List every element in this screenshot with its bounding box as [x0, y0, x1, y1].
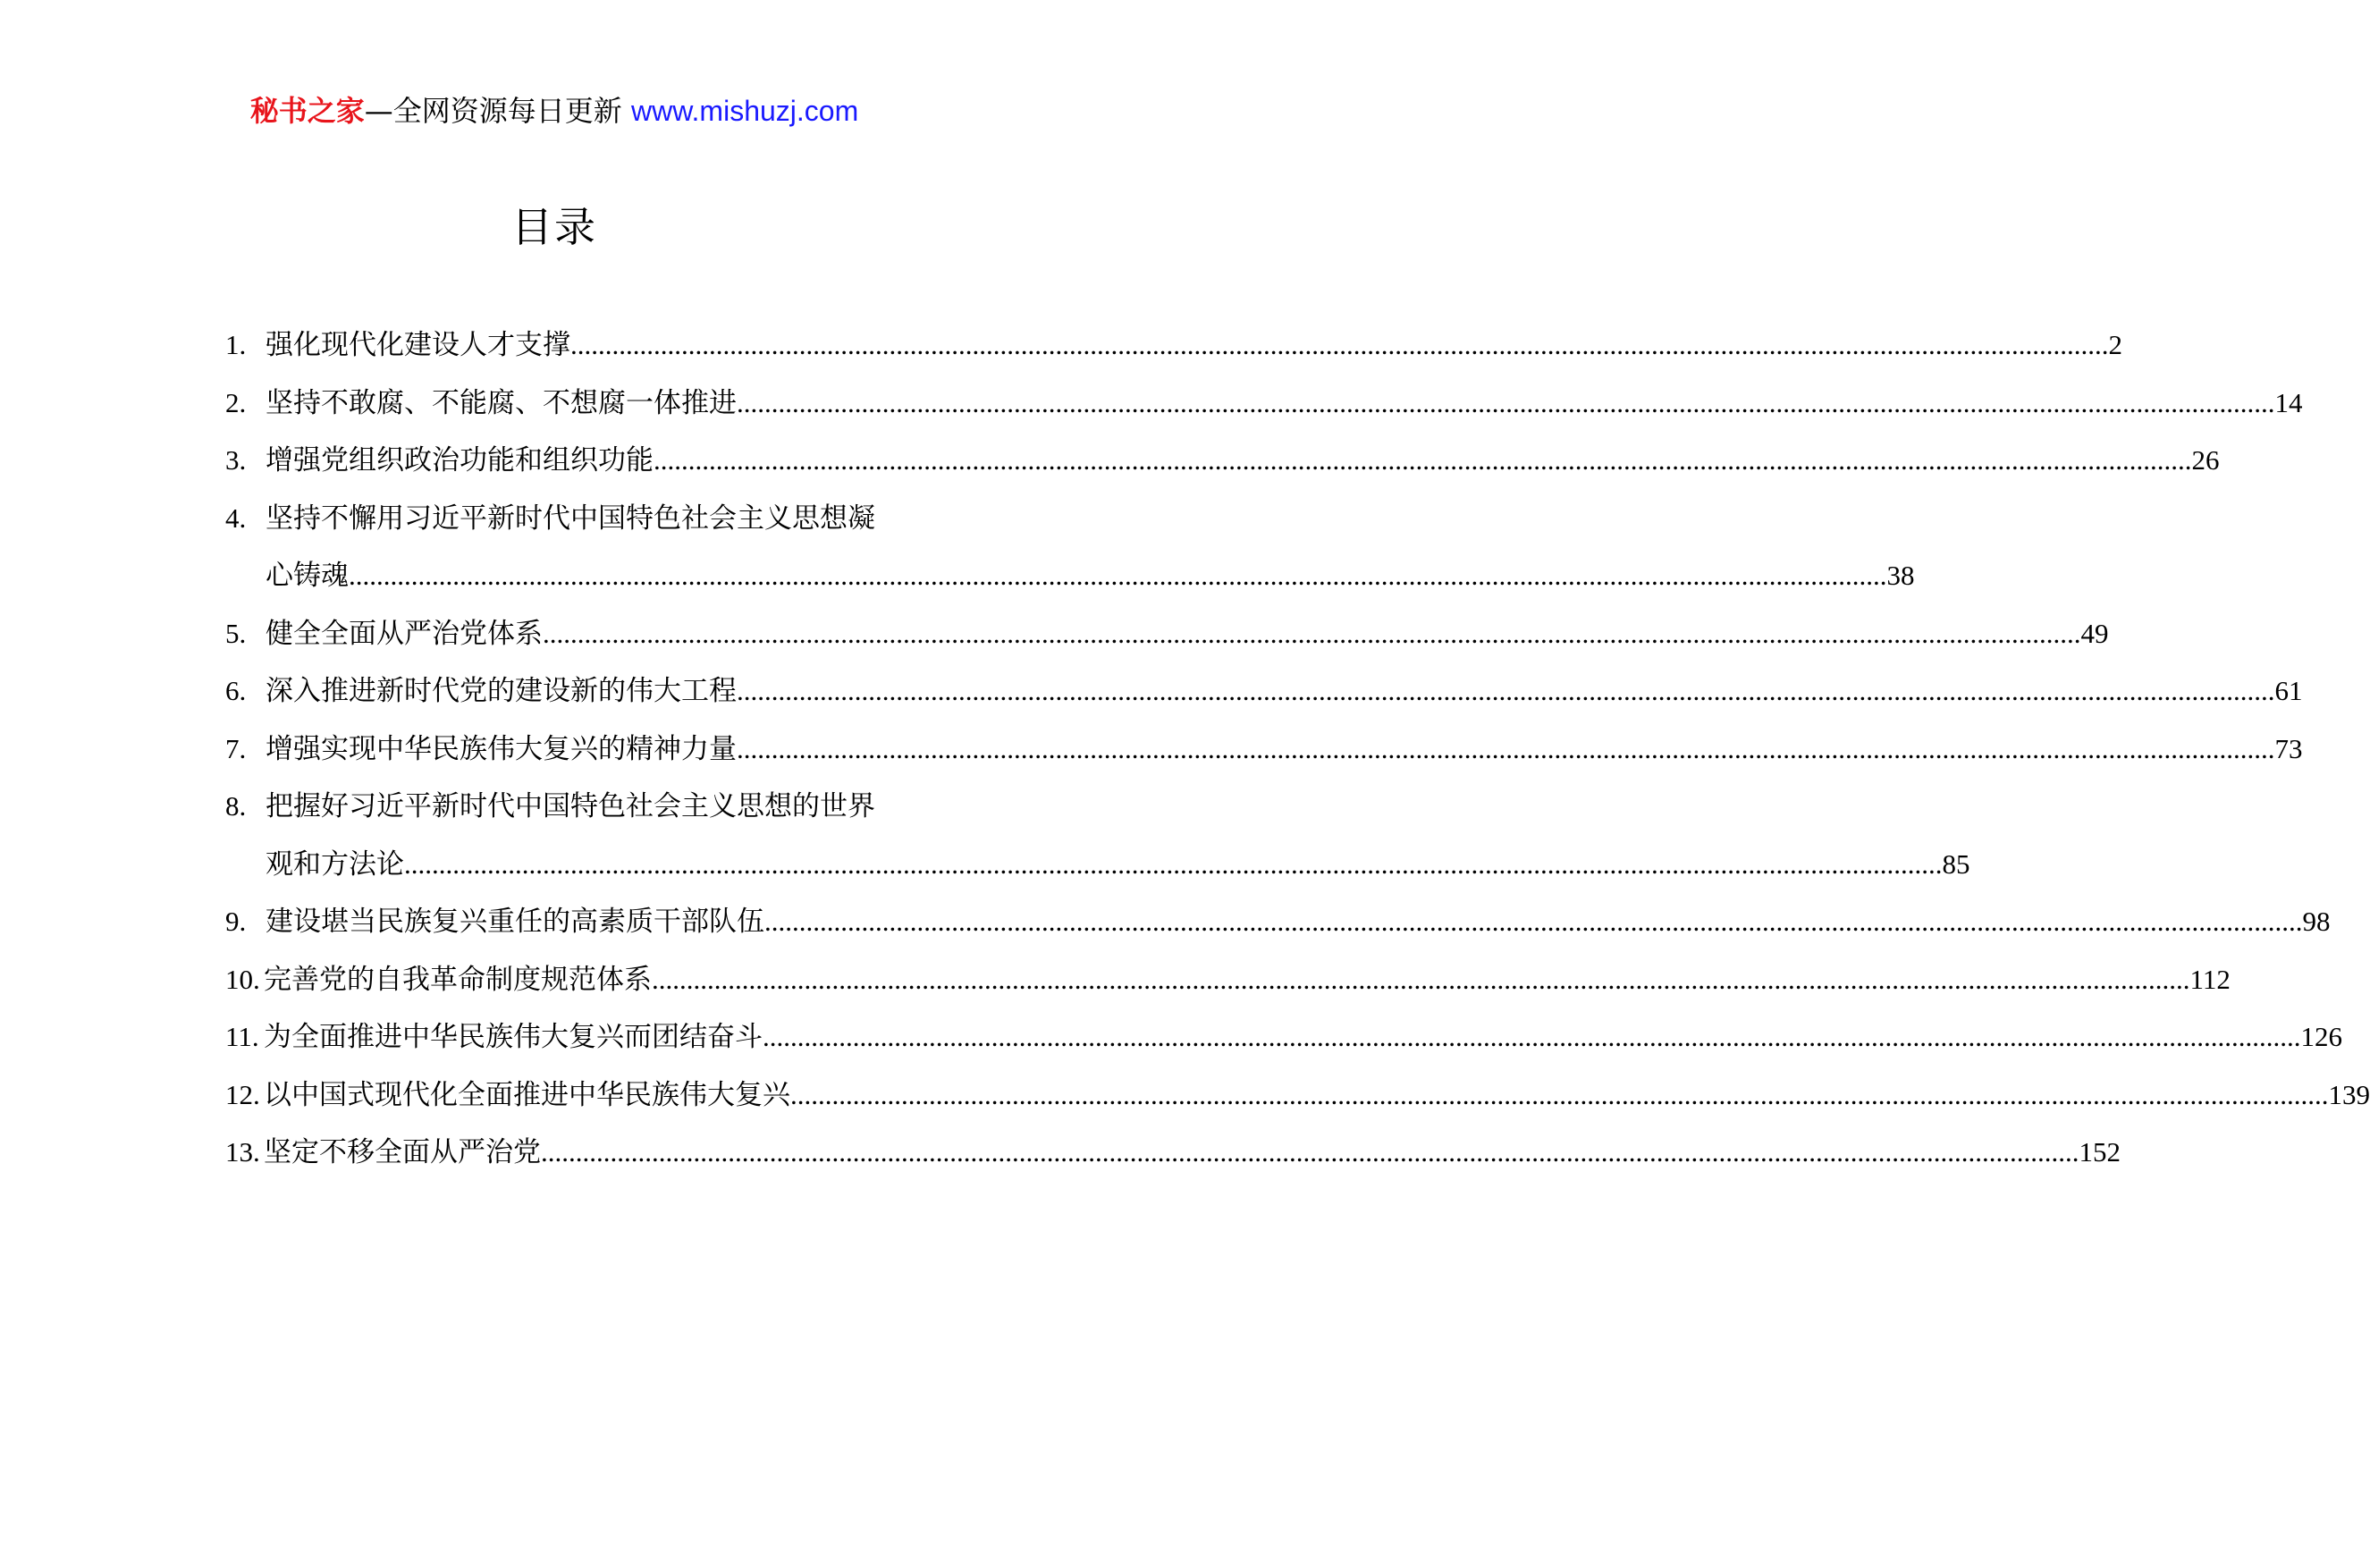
- toc-entry[interactable]: [225, 662, 2303, 721]
- toc-entry-page: 98: [2302, 906, 2331, 937]
- toc-entry-title: 建设堪当民族复兴重任的高素质干部队伍: [266, 906, 764, 938]
- page-title: 目录: [511, 203, 597, 251]
- toc-entry-number: 13.: [225, 1136, 260, 1168]
- toc-entry-number: 5.: [225, 617, 247, 649]
- toc-entry-title: 增强实现中华民族伟大复兴的精神力量: [266, 732, 737, 765]
- toc-entry[interactable]: [225, 721, 2303, 779]
- toc-entry-first-line: [225, 490, 939, 548]
- toc-entry-number: 1.: [225, 329, 247, 360]
- toc-dot-leader: [652, 951, 2190, 1009]
- toc-entry-first-line: [225, 778, 939, 836]
- toc-entry-page: 126: [2300, 1021, 2342, 1052]
- toc-entry[interactable]: [225, 1124, 2121, 1182]
- toc-entry-number: 8.: [225, 790, 247, 822]
- toc-dot-leader: [541, 1124, 2079, 1182]
- toc-entry-continuation: [225, 836, 1970, 894]
- toc-dot-leader: [349, 547, 1887, 605]
- toc-dot-leader: [570, 316, 2109, 375]
- toc-dot-leader: [737, 662, 2275, 721]
- toc-entry[interactable]: [225, 316, 2122, 375]
- toc-entry[interactable]: [225, 1008, 2342, 1066]
- toc-entry-title: 健全全面从严治党体系: [266, 617, 543, 650]
- toc-entry-number: 3.: [225, 444, 247, 476]
- toc-entry[interactable]: [225, 605, 2109, 663]
- toc-entry[interactable]: [225, 490, 1915, 605]
- toc-entry-number: 7.: [225, 732, 247, 764]
- toc-dot-leader: [404, 836, 1943, 894]
- toc-entry-page: 61: [2274, 675, 2303, 706]
- toc-entry-title-line2: 观和方法论: [266, 847, 404, 881]
- toc-entry-number: 9.: [225, 906, 247, 937]
- toc-entry[interactable]: [225, 951, 2231, 1009]
- toc-entry-number: 10.: [225, 963, 260, 995]
- toc-entry-number: 6.: [225, 675, 247, 706]
- toc-dot-leader: [790, 1066, 2329, 1125]
- toc-entry-number: 4.: [225, 502, 247, 534]
- toc-entry-page: 49: [2080, 617, 2109, 649]
- toc-entry-page: 73: [2274, 732, 2303, 764]
- toc-entry-title: 为全面推进中华民族伟大复兴而团结奋斗: [264, 1021, 763, 1053]
- page-header: [0, 89, 1109, 132]
- toc-entry-page: 26: [2191, 444, 2220, 476]
- toc-entry-page: 38: [1886, 560, 1915, 591]
- toc-entry-title: 增强党组织政治功能和组织功能: [266, 444, 654, 476]
- toc-dot-leader: [737, 721, 2275, 779]
- toc-entry[interactable]: [225, 375, 2303, 433]
- header-tagline: —全网资源每日更新: [364, 94, 631, 128]
- toc-dot-leader: [543, 605, 2081, 663]
- toc-entry-title: 完善党的自我革命制度规范体系: [264, 963, 652, 996]
- toc-entry-page: 112: [2189, 963, 2231, 995]
- toc-entry-page: 85: [1942, 847, 1970, 880]
- toc-entry-title: 深入推进新时代党的建设新的伟大工程: [266, 675, 737, 707]
- toc-dot-leader: [654, 432, 2192, 490]
- toc-dot-leader: [764, 893, 2303, 951]
- toc-dot-leader: [737, 375, 2275, 433]
- website-url[interactable]: www.mishuzj.com: [630, 95, 859, 127]
- toc-entry-number: 2.: [225, 386, 247, 418]
- toc-entry[interactable]: [225, 778, 1970, 893]
- toc-entry-title-line1: 坚持不懈用习近平新时代中国特色社会主义思想凝: [266, 502, 875, 535]
- toc-entry-page: 152: [2079, 1136, 2121, 1168]
- toc-dot-leader: [763, 1008, 2301, 1066]
- table-of-contents: [225, 316, 2370, 1182]
- toc-entry-title: 坚定不移全面从严治党: [264, 1136, 541, 1168]
- toc-entry-title: 坚持不敢腐、不能腐、不想腐一体推进: [266, 386, 737, 419]
- brand-name: 秘书之家: [249, 94, 365, 128]
- toc-entry-number: 11.: [225, 1021, 259, 1052]
- toc-entry-page: 2: [2108, 329, 2122, 360]
- toc-entry[interactable]: [225, 893, 2331, 951]
- toc-entry-title: 强化现代化建设人才支撑: [266, 329, 570, 361]
- toc-entry[interactable]: [225, 1066, 2370, 1125]
- toc-entry-continuation: [225, 547, 1915, 605]
- toc-entry-title-line1: 把握好习近平新时代中国特色社会主义思想的世界: [266, 790, 875, 822]
- toc-entry-title: 以中国式现代化全面推进中华民族伟大复兴: [264, 1078, 790, 1111]
- toc-entry-page: 139: [2328, 1078, 2370, 1110]
- toc-entry[interactable]: [225, 432, 2220, 490]
- toc-entry-number: 12.: [225, 1078, 260, 1110]
- toc-entry-page: 14: [2274, 386, 2303, 418]
- toc-entry-title-line2: 心铸魂: [266, 560, 349, 592]
